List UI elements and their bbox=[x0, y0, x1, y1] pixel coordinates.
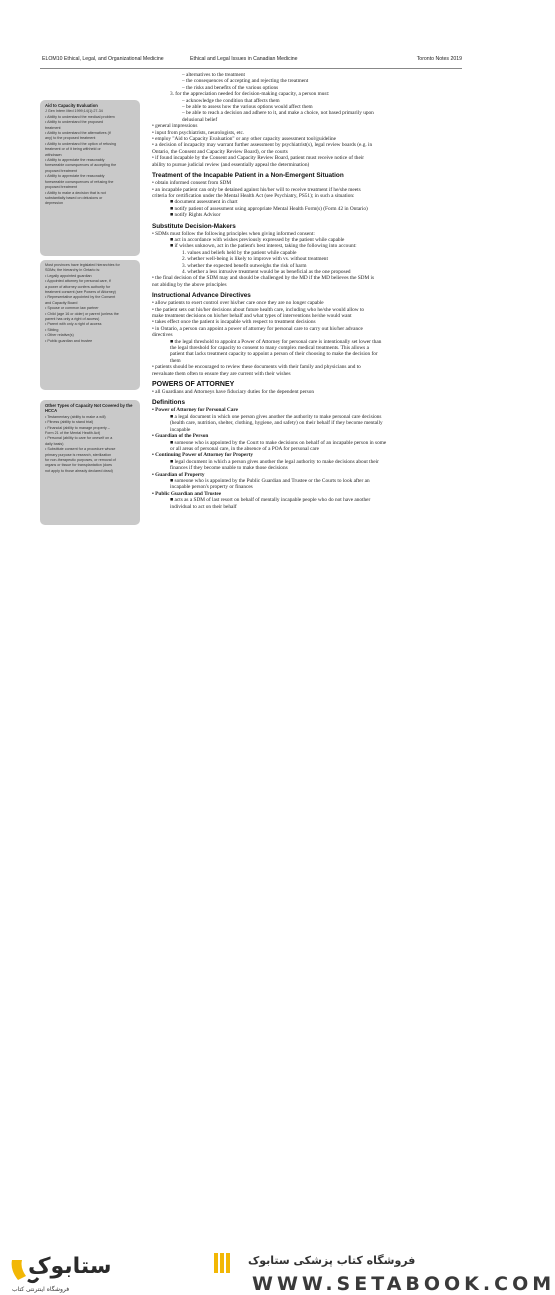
body-line: 3. whether the expected benefit outweighs the risk of harm bbox=[182, 262, 307, 269]
sidebar-line: not apply to those already declared dead) bbox=[45, 468, 113, 473]
body-line: • Public Guardian and Trustee bbox=[152, 490, 222, 497]
sidebar-line: Form 21 of the Mental Health Act) bbox=[45, 431, 101, 436]
sidebar-line: treatment consent (see Powers of Attorney) bbox=[45, 290, 116, 295]
sidebar-lines bbox=[45, 109, 135, 206]
sidebar-line: • Other relative(s) bbox=[45, 333, 74, 338]
body-line: ■ if wishes unknown, act in the patient's best interest, taking the following into account: bbox=[170, 243, 357, 250]
body-line: not abiding by the above principles bbox=[152, 281, 227, 288]
body-line: reevaluate them often to ensure they are current with their wishes bbox=[152, 370, 291, 377]
body-line: ■ someone who is appointed by the Court to make decisions on behalf of an incapable person in some bbox=[170, 439, 387, 446]
body-line: • employ "Aid to Capacity Evaluation" or any other capacity assessment tool/guideline bbox=[152, 136, 337, 143]
sidebar-line: for non-therapeutic purposes, or removal of bbox=[45, 458, 116, 463]
body-line: ■ legal document in which a person gives another the legal authority to make decisions about their bbox=[170, 458, 379, 465]
book-icon bbox=[212, 1250, 236, 1276]
body-line: • the patient sets out his/her decisions about future health care, including who he/she would allow to bbox=[152, 306, 365, 313]
body-line: • if found incapable by the Consent and Capacity Review Board, patient must receive notice of their bbox=[152, 155, 365, 162]
body-line: • patients should be encouraged to review these documents with their family and physicians and to bbox=[152, 364, 361, 371]
sidebar-line: withdrawn bbox=[45, 152, 62, 157]
watermark-footer bbox=[0, 618, 555, 1295]
body-line: • SDMs must follow the following principles when giving informed consent: bbox=[152, 230, 315, 237]
sidebar-line: • Parent with only a right of access bbox=[45, 322, 102, 327]
sidebar-line: proposed treatment bbox=[45, 168, 77, 173]
body-line: – the risks and benefits of the various options bbox=[182, 84, 279, 91]
body-line: ■ the legal threshold to appoint a Power of Attorney for personal care is intentionally set lower than bbox=[170, 338, 382, 345]
body-line: • Continuing Power of Attorney for Property bbox=[152, 452, 254, 459]
sidebar-line: • Personal (ability to care for oneself on a bbox=[45, 436, 113, 441]
body-line: – the consequences of accepting and rejecting the treatment bbox=[182, 78, 309, 85]
body-line: delusional belief bbox=[182, 116, 218, 123]
body-line: ability to pursue judicial review (and essentially appeal the determination) bbox=[152, 161, 310, 168]
logo-tagline: فروشگاه اینترنتی کتاب bbox=[12, 1286, 70, 1293]
body-line: • Power of Attorney for Personal Care bbox=[152, 407, 238, 414]
logo-wordmark: ستابوک bbox=[28, 1254, 112, 1279]
sidebar-line: • Appointed attorney for personal care, if bbox=[45, 279, 111, 284]
sidebar-other-capacity bbox=[40, 400, 140, 525]
body-line: • in Ontario, a person can appoint a power of attorney for personal care to carry out his/her advance bbox=[152, 325, 363, 332]
section-heading: Substitute Decision-Makers bbox=[152, 222, 236, 230]
sidebar-line: • Ability to make a decision that is not bbox=[45, 190, 106, 195]
sidebar-line: • Legally appointed guardian bbox=[45, 273, 92, 278]
body-line: • Guardian of the Person bbox=[152, 433, 209, 440]
sidebar-line: parent has only a right of access) bbox=[45, 317, 100, 322]
body-line: ■ notify Rights Advisor bbox=[170, 212, 221, 219]
sidebar-line: • Child (age 16 or older) or parent (unless the bbox=[45, 311, 119, 316]
body-line: – acknowledge the condition that affects them bbox=[182, 97, 280, 104]
sidebar-line: and Capacity Board bbox=[45, 300, 78, 305]
body-line: directives bbox=[152, 332, 173, 339]
body-line: • input from psychiatrists, neurologists, etc. bbox=[152, 129, 245, 136]
sidebar-sdm-hierarchy bbox=[40, 260, 140, 390]
body-line: or all areas of personal care, in the absence of a POA for personal care bbox=[170, 445, 319, 452]
sidebar-line: • Ability to appreciate the reasonably bbox=[45, 158, 105, 163]
body-line: Ontario, the Consent and Capacity Review Board), or the courts bbox=[152, 148, 288, 155]
sidebar-line: • Fitness (ability to stand trial) bbox=[45, 420, 94, 425]
body-line: ■ act in accordance with wishes previously expressed by the patient while capable bbox=[170, 236, 345, 243]
header-rule bbox=[40, 68, 462, 69]
sidebar-line: • Spouse or common law partner bbox=[45, 306, 99, 311]
body-line: • takes effect once the patient is incapable with respect to treatment decisions bbox=[152, 319, 316, 326]
body-line: 2. whether well-being is likely to improve with vs. without treatment bbox=[182, 256, 328, 263]
sidebar-line: treatment bbox=[45, 125, 61, 130]
body-line: ■ document assessment in chart bbox=[170, 199, 238, 206]
sidebar-line: proposed treatment bbox=[45, 185, 77, 190]
body-line: the legal threshold for capacity to consent to many complex medical treatments. This allows a bbox=[170, 345, 369, 352]
main-text-column bbox=[152, 72, 464, 510]
sidebar-line: • Representative appointed by the Consent bbox=[45, 295, 116, 300]
sidebar-line: organs or tissue for transplantation (does bbox=[45, 463, 113, 468]
body-line: • the final decision of the SDM may and should be challenged by the MD if the MD believes the SDM is bbox=[152, 275, 375, 282]
sidebar-line: • Financial (ability to manage property – bbox=[45, 425, 110, 430]
body-line: them bbox=[170, 357, 181, 364]
running-header-center: Ethical and Legal Issues in Canadian Medicine bbox=[190, 56, 298, 62]
sidebar-line: foreseeable consequences of refusing the bbox=[45, 179, 114, 184]
body-line: • general impressions bbox=[152, 123, 198, 130]
sidebar-line: • Ability to understand the option of refusing bbox=[45, 141, 116, 146]
sidebar-line: J Gen Intern Med 1999;14(1):27-34 bbox=[45, 109, 103, 114]
sidebar-line: • Public guardian and trustee bbox=[45, 338, 93, 343]
body-line: – be able to assess how the various options would affect them bbox=[182, 104, 313, 111]
body-line: individual to act on their behalf bbox=[170, 503, 237, 510]
sidebar-lines bbox=[45, 415, 135, 474]
sidebar-line: SDMs; the hierarchy in Ontario is: bbox=[45, 268, 101, 273]
sidebar-line: depression bbox=[45, 201, 64, 206]
body-line: ■ someone who is appointed by the Public Guardian and Trustee or the Courts to look after an bbox=[170, 477, 370, 484]
sidebar-line: • Ability to understand the medical problem bbox=[45, 114, 115, 119]
body-line: (health care, nutrition, shelter, clothing, hygiene, and safety) on their behalf if they become mentally bbox=[170, 420, 383, 427]
body-line: 3. for the appreciation needed for decision-making capacity, a person must: bbox=[170, 91, 330, 98]
sidebar-line: • Sibling bbox=[45, 327, 59, 332]
body-line: ■ notify patient of assessment using appropriate Mental Health Form(s) (Form 42 in Ontario) bbox=[170, 205, 368, 212]
body-line: finances if they become unable to make those decisions bbox=[170, 465, 288, 472]
document-page bbox=[0, 0, 500, 618]
sidebar-title: Aid to Capacity Evaluation bbox=[45, 103, 98, 108]
body-line: • allow patients to exert control over his/her care once they are no longer capable bbox=[152, 300, 324, 307]
sidebar-line: • Ability to understand the proposed bbox=[45, 120, 104, 125]
body-line: • obtain informed consent from SDM bbox=[152, 180, 232, 187]
sidebar-line: substantially based on delusions or bbox=[45, 195, 103, 200]
running-header-left: ELOM10 Ethical, Legal, and Organizational Medicine bbox=[42, 56, 164, 62]
body-line: • an incapable patient can only be detained against his/her will to receive treatment if he/she meets bbox=[152, 186, 361, 193]
body-line: criteria for certification under the Mental Health Act (see Psychiatry, PS51); in such a situation: bbox=[152, 192, 355, 199]
sidebar-line: • Testamentary (ability to make a will) bbox=[45, 414, 106, 419]
sidebar-line: Most provinces have legislated hierarchies for bbox=[45, 263, 120, 267]
sidebar-title: Other Types of Capacity Not Covered by the HCCA bbox=[45, 403, 133, 414]
body-line: patient that lacks treatment capacity to appoint a person of their choosing to make the decision for bbox=[170, 351, 378, 358]
sidebar-line: • Substitute consent for a procedure whose bbox=[45, 447, 116, 452]
body-line: • Guardian of Property bbox=[152, 471, 205, 478]
body-line: – be able to reach a decision and adhere to it, and make a choice, not based primarily upon bbox=[182, 110, 374, 117]
body-line: 1. values and beliefs held by the patient while capable bbox=[182, 249, 297, 256]
sidebar-line: • Ability to understand the alternatives (if bbox=[45, 131, 111, 136]
sidebar-line: treatment or of it being withheld or bbox=[45, 147, 101, 152]
sidebar-line: a power of attorney confers authority for bbox=[45, 284, 111, 289]
sidebar-capacity-evaluation bbox=[40, 100, 140, 256]
section-heading: Instructional Advance Directives bbox=[152, 292, 251, 300]
body-line: incapable bbox=[170, 426, 191, 433]
body-line: make treatment decisions on his/her behalf and what types of interventions he/she would want bbox=[152, 313, 352, 319]
body-line: 4. whether a less intrusive treatment would be as beneficial as the one proposed bbox=[182, 268, 351, 275]
sidebar-line: daily basis) bbox=[45, 441, 64, 446]
sidebar-line: • Ability to appreciate the reasonably bbox=[45, 174, 105, 179]
body-line: ■ a legal document in which one person gives another the authority to make personal care decisions bbox=[170, 413, 382, 420]
sidebar-line: primary purpose is research, sterilization bbox=[45, 452, 112, 457]
body-line: • all Guardians and Attorneys have fiduciary duties for the dependent person bbox=[152, 389, 315, 396]
body-line: – alternatives to the treatment bbox=[182, 72, 245, 78]
section-heading: Definitions bbox=[152, 399, 186, 407]
body-line: ■ acts as a SDM of last resort on behalf of mentally incapable people who do not have another bbox=[170, 497, 371, 504]
section-heading: POWERS OF ATTORNEY bbox=[152, 381, 235, 389]
body-line: incapable person's property or finances bbox=[170, 484, 253, 491]
store-website: WWW.SETABOOK.COM bbox=[252, 1273, 555, 1295]
running-header-right: Toronto Notes 2019 bbox=[416, 56, 462, 62]
store-title: فروشگاه کتاب پزشکی ستابوک bbox=[248, 1254, 416, 1267]
section-heading: Treatment of the Incapable Patient in a Non-Emergent Situation bbox=[152, 172, 344, 180]
body-line: • a decision of incapacity may warrant further assessment by psychiatrist(s), legal review boards (e.g. in bbox=[152, 142, 373, 149]
sidebar-line: any) to the proposed treatment bbox=[45, 136, 96, 141]
sidebar-lines bbox=[45, 263, 135, 344]
sidebar-line: foreseeable consequences of accepting the bbox=[45, 163, 117, 168]
